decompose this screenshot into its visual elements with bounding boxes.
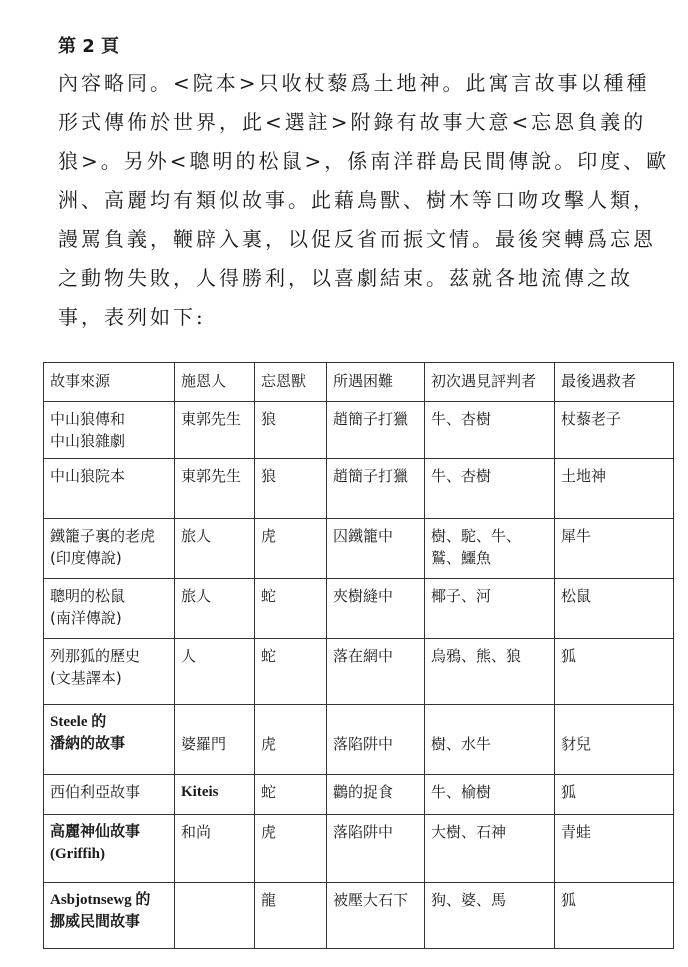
cell-text: 聰明的松鼠 (南洋傳說) [50, 587, 126, 627]
cell-story-source [44, 402, 175, 459]
cell-story-source [44, 459, 175, 519]
cell-first-judges [425, 705, 555, 775]
cell-final-rescuer [555, 883, 674, 949]
cell-story-source [44, 639, 175, 705]
cell-text: 狼 [261, 410, 277, 428]
cell-text: 落陷阱中 [333, 823, 394, 841]
story-comparison-table [43, 362, 674, 949]
table-row [44, 775, 674, 815]
cell-benefactor [175, 459, 255, 519]
cell-text: 人 [181, 647, 197, 665]
table-body [44, 402, 674, 949]
cell-first-judges [425, 459, 555, 519]
table-row [44, 883, 674, 949]
cell-text: 列那狐的歷史 (文基譯本) [50, 647, 141, 687]
cell-text: 和尚 [181, 823, 212, 841]
cell-final-rescuer [555, 775, 674, 815]
cell-first-judges [425, 815, 555, 883]
header-final-rescuer: 最後遇救者 [555, 363, 674, 402]
cell-text: 落在網中 [333, 647, 394, 665]
table-row [44, 815, 674, 883]
cell-first-judges [425, 775, 555, 815]
cell-text: 豺兒 [561, 735, 592, 753]
cell-beast [255, 883, 327, 949]
cell-text: 青蛙 [561, 823, 592, 841]
cell-beast [255, 519, 327, 579]
cell-difficulty [327, 579, 425, 639]
cell-story-source [44, 519, 175, 579]
cell-text: 松鼠 [561, 587, 592, 605]
paragraph-line: 形式傳佈於世界，此<選註>附錄有故事大意<忘恩負義的 [58, 110, 647, 134]
cell-story-source [44, 775, 175, 815]
cell-first-judges [425, 579, 555, 639]
cell-first-judges [425, 519, 555, 579]
cell-difficulty [327, 402, 425, 459]
cell-text: Steele 的 潘納的故事 [50, 714, 126, 752]
cell-benefactor [175, 579, 255, 639]
cell-final-rescuer [555, 579, 674, 639]
cell-text: 狐 [561, 647, 577, 665]
cell-text: 中山狼傳和 中山狼雜劇 [50, 410, 126, 450]
table-row [44, 639, 674, 705]
cell-beast [255, 775, 327, 815]
cell-text: 杖藜老子 [561, 410, 622, 428]
cell-beast [255, 705, 327, 775]
cell-benefactor [175, 705, 255, 775]
cell-text: 狼 [261, 467, 277, 485]
cell-text: 牛、杏樹 [431, 410, 492, 428]
cell-first-judges [425, 883, 555, 949]
cell-beast [255, 639, 327, 705]
table-row [44, 519, 674, 579]
cell-text: 中山狼院本 [50, 467, 126, 485]
cell-text: 東郭先生 [181, 467, 242, 485]
cell-text: 旅人 [181, 587, 212, 605]
cell-difficulty [327, 775, 425, 815]
cell-text: 樹、水牛 [431, 735, 492, 753]
cell-text: 夾樹縫中 [333, 587, 394, 605]
cell-benefactor [175, 519, 255, 579]
cell-text: 烏鴉、熊、狼 [431, 647, 522, 665]
cell-difficulty [327, 519, 425, 579]
cell-beast [255, 815, 327, 883]
cell-difficulty [327, 815, 425, 883]
cell-difficulty [327, 705, 425, 775]
cell-story-source [44, 883, 175, 949]
cell-text: 虎 [261, 735, 277, 753]
header-first-judges: 初次遇見評判者 [425, 363, 555, 402]
cell-first-judges [425, 639, 555, 705]
cell-beast [255, 459, 327, 519]
paragraph-line: 之動物失敗，人得勝利，以喜劇結束。茲就各地流傳之故 [58, 266, 633, 290]
cell-text: Asbjotnsewg 的 挪威民間故事 [50, 892, 151, 930]
table-row [44, 579, 674, 639]
cell-beast [255, 402, 327, 459]
cell-benefactor [175, 639, 255, 705]
header-benefactor: 施恩人 [175, 363, 255, 402]
cell-text: 土地神 [561, 467, 607, 485]
cell-text: 旅人 [181, 527, 212, 545]
cell-text: 鸛的捉食 [333, 783, 394, 801]
cell-text: 犀牛 [561, 527, 592, 545]
cell-difficulty [327, 639, 425, 705]
page-number-label: 第 2 頁 [58, 36, 120, 57]
cell-story-source [44, 579, 175, 639]
cell-text: 牛、杏樹 [431, 467, 492, 485]
cell-text: 東郭先生 [181, 410, 242, 428]
cell-text: 落陷阱中 [333, 735, 394, 753]
cell-benefactor [175, 815, 255, 883]
cell-text: 龍 [261, 891, 277, 909]
table-row [44, 705, 674, 775]
cell-difficulty [327, 883, 425, 949]
cell-text: 囚鐵籠中 [333, 527, 394, 545]
cell-benefactor [175, 402, 255, 459]
paragraph-line: 謾罵負義，鞭辟入裏，以促反省而振文情。最後突轉爲忘恩 [58, 227, 656, 251]
cell-beast [255, 579, 327, 639]
cell-text: 趙簡子打獵 [333, 410, 409, 428]
cell-text: 趙簡子打獵 [333, 467, 409, 485]
cell-final-rescuer [555, 815, 674, 883]
cell-text: 鐵籠子裏的老虎 (印度傳說) [50, 527, 156, 567]
cell-first-judges [425, 402, 555, 459]
cell-text: 婆羅門 [181, 735, 227, 753]
cell-final-rescuer [555, 459, 674, 519]
paragraph-line: 事，表列如下: [58, 305, 206, 329]
table-header-row [44, 363, 674, 402]
cell-text: 虎 [261, 527, 277, 545]
cell-text: 狐 [561, 783, 577, 801]
cell-story-source [44, 815, 175, 883]
body-paragraph [58, 64, 670, 337]
table-row [44, 402, 674, 459]
cell-text: Kiteis [181, 784, 219, 800]
header-difficulty: 所遇困難 [327, 363, 425, 402]
cell-text: 狐 [561, 891, 577, 909]
cell-text: 狗、婆、馬 [431, 891, 507, 909]
cell-text: 虎 [261, 823, 277, 841]
table-row [44, 459, 674, 519]
header-story-source: 故事來源 [44, 363, 175, 402]
cell-text: 蛇 [261, 783, 277, 801]
cell-final-rescuer [555, 639, 674, 705]
cell-text: 椰子、河 [431, 587, 492, 605]
cell-text: 西伯利亞故事 [50, 783, 141, 801]
cell-text: 蛇 [261, 587, 277, 605]
cell-text: 高麗神仙故事 (Griffih) [50, 824, 141, 862]
cell-difficulty [327, 459, 425, 519]
cell-benefactor [175, 883, 255, 949]
cell-final-rescuer [555, 705, 674, 775]
cell-final-rescuer [555, 402, 674, 459]
paragraph-line: 狼>。另外<聰明的松鼠>，係南洋群島民間傳說。印度、歐 [58, 149, 670, 173]
cell-text: 被壓大石下 [333, 891, 409, 909]
cell-text: 樹、駝、牛、 鷲、鱷魚 [431, 527, 522, 567]
cell-text: 蛇 [261, 647, 277, 665]
cell-story-source [44, 705, 175, 775]
cell-text: 牛、榆樹 [431, 783, 492, 801]
paragraph-line: 洲、高麗均有類似故事。此藉鳥獸、樹木等口吻攻擊人類， [58, 188, 656, 212]
cell-benefactor [175, 775, 255, 815]
paragraph-line: 內容略同。<院本>只收杖藜爲土地神。此寓言故事以種種 [58, 71, 650, 95]
header-ungrateful-beast: 忘恩獸 [255, 363, 327, 402]
cell-final-rescuer [555, 519, 674, 579]
cell-text: 大樹、石神 [431, 823, 507, 841]
